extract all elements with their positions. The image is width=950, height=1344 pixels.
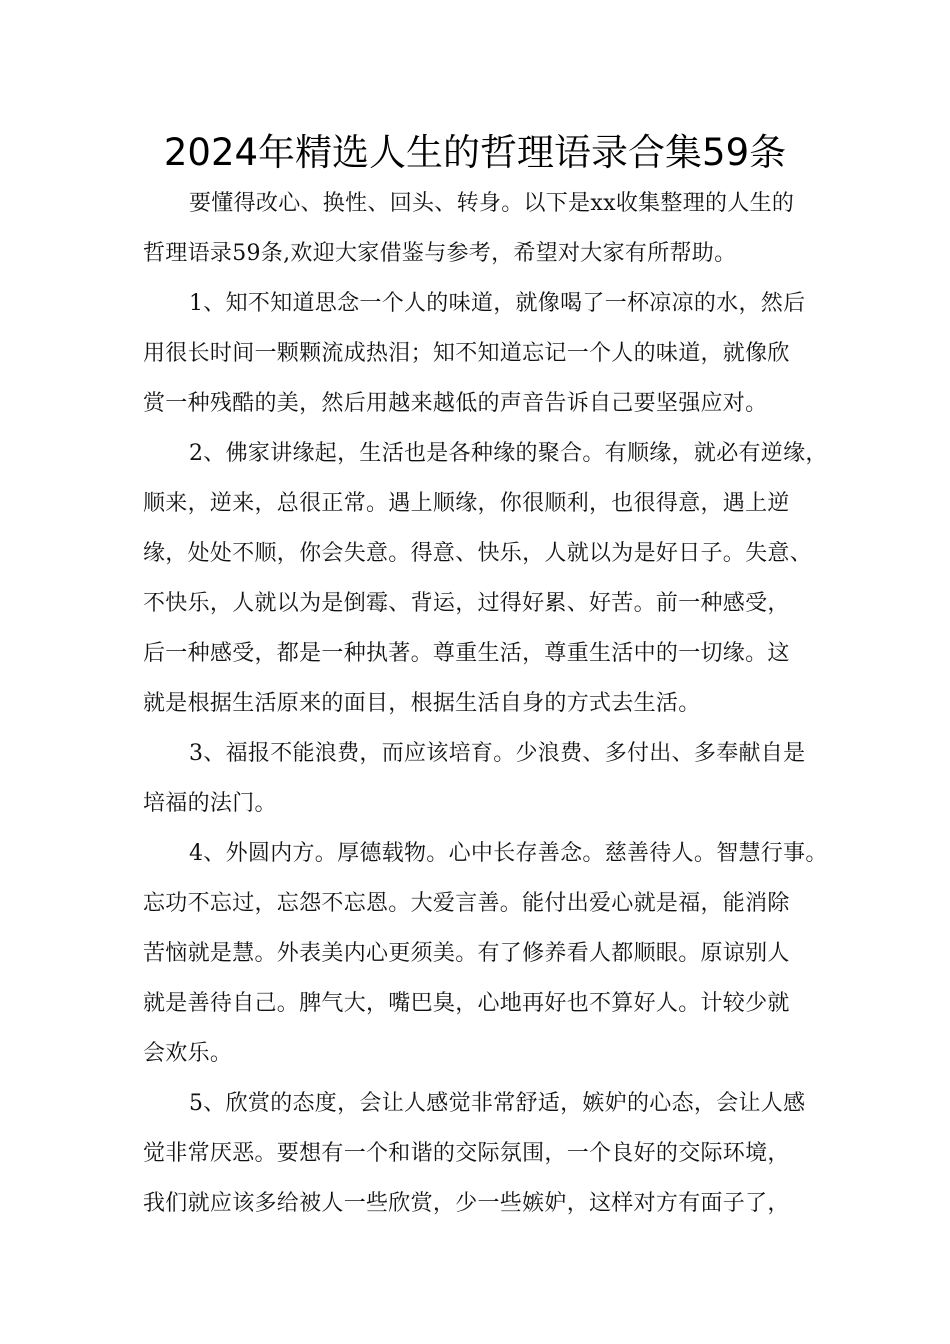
- text-line: 赏一种残酷的美，然后用越来越低的声音告诉自己要坚强应对。: [143, 391, 768, 416]
- text-line: 要懂得改心、换性、回头、转身。以下是xx收集整理的人生的: [189, 191, 795, 216]
- document-title: 2024年精选人生的哲理语录合集59条: [163, 131, 787, 174]
- document-body: [143, 179, 828, 1229]
- text-line: 5、欣赏的态度，会让人感觉非常舒适，嫉妒的心态，会让人感: [189, 1091, 806, 1116]
- text-line: 觉非常厌恶。要想有一个和谐的交际氛围，一个良好的交际环境，: [143, 1141, 790, 1166]
- quote-paragraph-3: [143, 729, 815, 829]
- text-line: 苦恼就是慧。外表美内心更须美。有了修养看人都顺眼。原谅别人: [143, 941, 790, 966]
- text-line: 顺来，逆来，总很正常。遇上顺缘，你很顺利，也很得意，遇上逆: [143, 491, 790, 516]
- quote-paragraph-2: [143, 429, 828, 729]
- text-line: 1、知不知道思念一个人的味道，就像喝了一杯凉凉的水，然后: [189, 291, 806, 316]
- text-line: 用很长时间一颗颗流成热泪；知不知道忘记一个人的味道，就像欣: [143, 341, 790, 366]
- text-line: 不快乐，人就以为是倒霉、背运，过得好累、好苦。前一种感受，: [143, 591, 790, 616]
- text-line: 后一种感受，都是一种执著。尊重生活，尊重生活中的一切缘。这: [143, 641, 790, 666]
- text-line: 2、佛家讲缘起，生活也是各种缘的聚合。有顺缘，就必有逆缘，: [189, 441, 828, 466]
- text-line: 就是根据生活原来的面目，根据生活自身的方式去生活。: [143, 691, 701, 716]
- text-line: 忘功不忘过，忘怨不忘恩。大爱言善。能付出爱心就是福，能消除: [143, 891, 790, 916]
- text-line: 3、福报不能浪费，而应该培育。少浪费、多付出、多奉献自是: [189, 741, 806, 766]
- text-line: 培福的法门。: [143, 791, 277, 816]
- text-line: 我们就应该多给被人一些欣赏，少一些嫉妒，这样对方有面子了，: [143, 1191, 790, 1216]
- text-line: 缘，处处不顺，你会失意。得意、快乐，人就以为是好日子。失意、: [143, 541, 813, 566]
- intro-paragraph: [143, 179, 815, 279]
- quote-paragraph-4: [143, 829, 828, 1079]
- text-line: 就是善待自己。脾气大，嘴巴臭，心地再好也不算好人。计较少就: [143, 991, 790, 1016]
- text-line: 4、外圆内方。厚德载物。心中长存善念。慈善待人。智慧行事。: [189, 841, 828, 866]
- quote-paragraph-5: [143, 1079, 815, 1229]
- text-line: 哲理语录59条,欢迎大家借鉴与参考，希望对大家有所帮助。: [143, 241, 737, 266]
- text-line: 会欢乐。: [143, 1041, 233, 1066]
- quote-paragraph-1: [143, 279, 815, 429]
